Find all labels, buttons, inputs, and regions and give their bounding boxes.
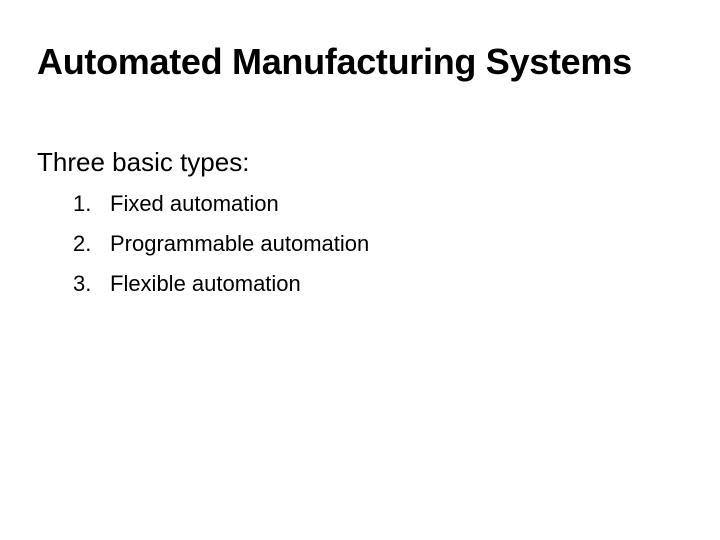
intro-text: Three basic types:	[37, 147, 250, 177]
list-number: 2.	[73, 231, 92, 256]
slide-title: Automated Manufacturing Systems	[37, 41, 632, 82]
list-item-programmable-automation	[73, 224, 677, 264]
list-number: 1.	[73, 191, 92, 216]
list-item-fixed-automation	[73, 184, 677, 224]
list-number: 3.	[73, 271, 92, 296]
slide-body	[37, 140, 677, 304]
list-item-text: Fixed automation	[110, 191, 279, 216]
list-item-text: Programmable automation	[110, 231, 370, 256]
list-item-flexible-automation	[73, 264, 677, 304]
list-item-text: Flexible automation	[110, 271, 301, 296]
automation-types-list	[37, 184, 677, 304]
